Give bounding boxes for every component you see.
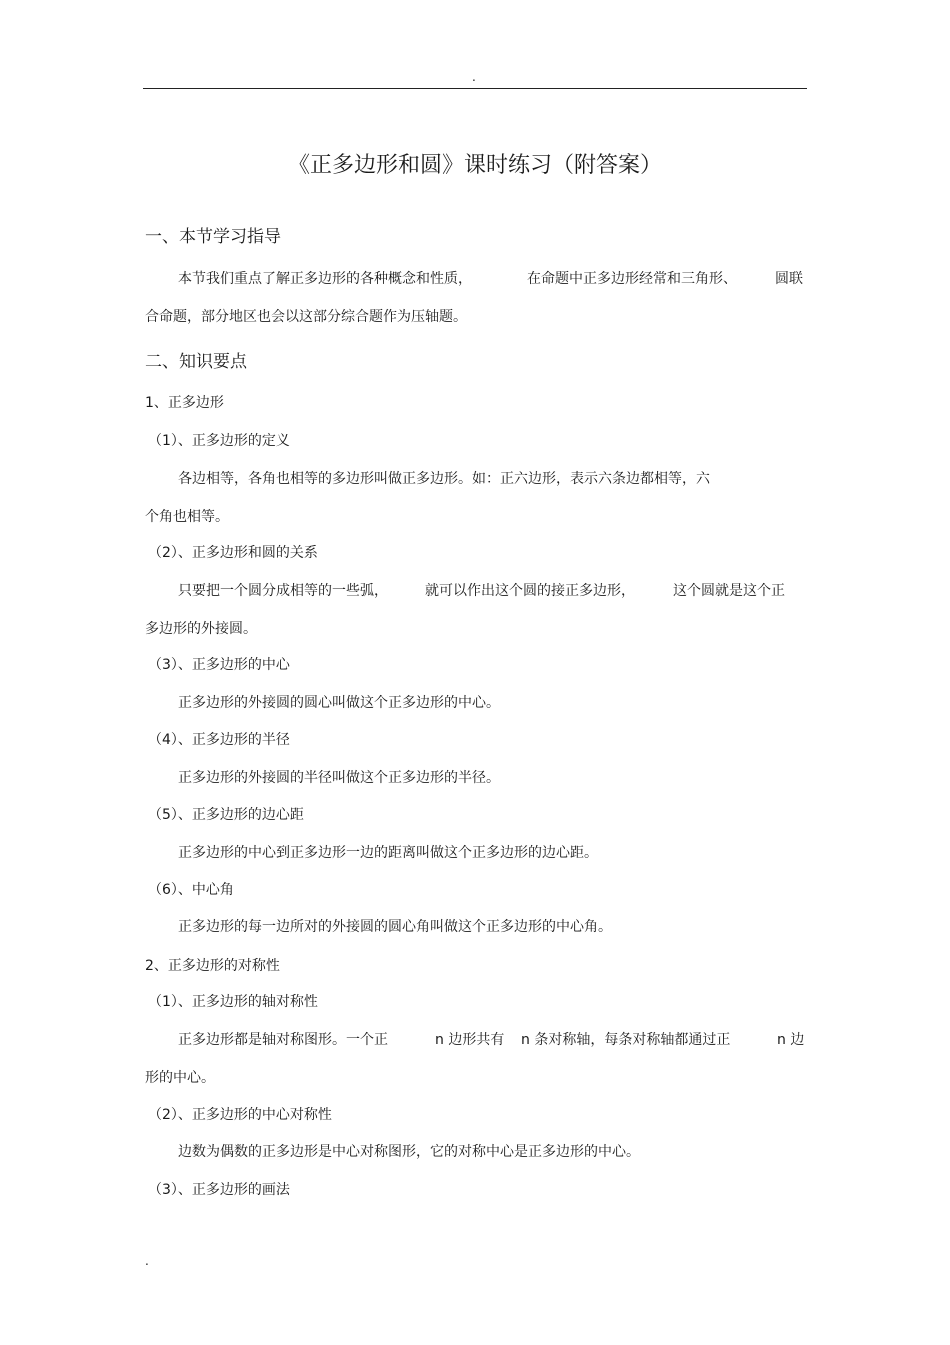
item-relation-text-2: 多边形的外接圆。 [145,621,257,637]
guidance-text-1a: 本节我们重点了解正多边形的各种概念和性质， [178,271,472,287]
item-axial-symmetry-text-2: 形的中心。 [145,1070,215,1086]
item-relation-title: （2）、正多边形和圆的关系 [148,545,318,561]
item-relation-text-1a: 只要把一个圆分成相等的一些弧， [178,583,388,599]
item-axial-symmetry-text-1c: n 条对称轴，每条对称轴都通过正 [521,1032,731,1048]
item-axial-symmetry-text-1a: 正多边形都是轴对称图形。一个正 [178,1032,388,1048]
item-axial-symmetry-text-1b: n 边形共有 [435,1032,505,1048]
header-rule [143,88,807,89]
item-relation-text-1b: 就可以作出这个圆的接正多边形， [425,583,635,599]
item-axial-symmetry-title: （1）、正多边形的轴对称性 [148,994,318,1010]
guidance-text-1c: 圆联 [775,271,803,287]
subsection-symmetry: 2、正多边形的对称性 [145,958,280,974]
item-radius-text: 正多边形的外接圆的半径叫做这个正多边形的半径。 [178,770,500,786]
item-central-symmetry-title: （2）、正多边形的中心对称性 [148,1107,332,1123]
item-apothem-title: （5）、正多边形的边心距 [148,807,304,823]
section-heading-knowledge: 二、知识要点 [145,352,247,372]
item-central-angle-text: 正多边形的每一边所对的外接圆的圆心角叫做这个正多边形的中心角。 [178,919,612,935]
subsection-regular-polygon: 1、正多边形 [145,395,224,411]
page-title: 《正多边形和圆》课时练习（附答案） [287,153,662,178]
item-definition-title: （1）、正多边形的定义 [148,433,290,449]
item-definition-text-2: 个角也相等。 [145,509,229,525]
header-dot: . [472,70,476,84]
item-definition-text-1: 各边相等，各角也相等的多边形叫做正多边形。如：正六边形，表示六条边都相等，六 [178,471,710,487]
footer-dot: . [145,1254,149,1268]
item-center-title: （3）、正多边形的中心 [148,657,290,673]
item-relation-text-1c: 这个圆就是这个正 [673,583,785,599]
item-axial-symmetry-text-1d: n 边 [777,1032,805,1048]
item-central-angle-title: （6）、中心角 [148,882,234,898]
item-drawing-method-title: （3）、正多边形的画法 [148,1182,290,1198]
guidance-text-1b: 在命题中正多边形经常和三角形、 [527,271,737,287]
item-center-text: 正多边形的外接圆的圆心叫做这个正多边形的中心。 [178,695,500,711]
guidance-text-2: 合命题，部分地区也会以这部分综合题作为压轴题。 [145,309,467,325]
section-heading-guidance: 一、本节学习指导 [145,227,281,247]
item-radius-title: （4）、正多边形的半径 [148,732,290,748]
item-central-symmetry-text: 边数为偶数的正多边形是中心对称图形，它的对称中心是正多边形的中心。 [178,1144,640,1160]
item-apothem-text: 正多边形的中心到正多边形一边的距离叫做这个正多边形的边心距。 [178,845,598,861]
